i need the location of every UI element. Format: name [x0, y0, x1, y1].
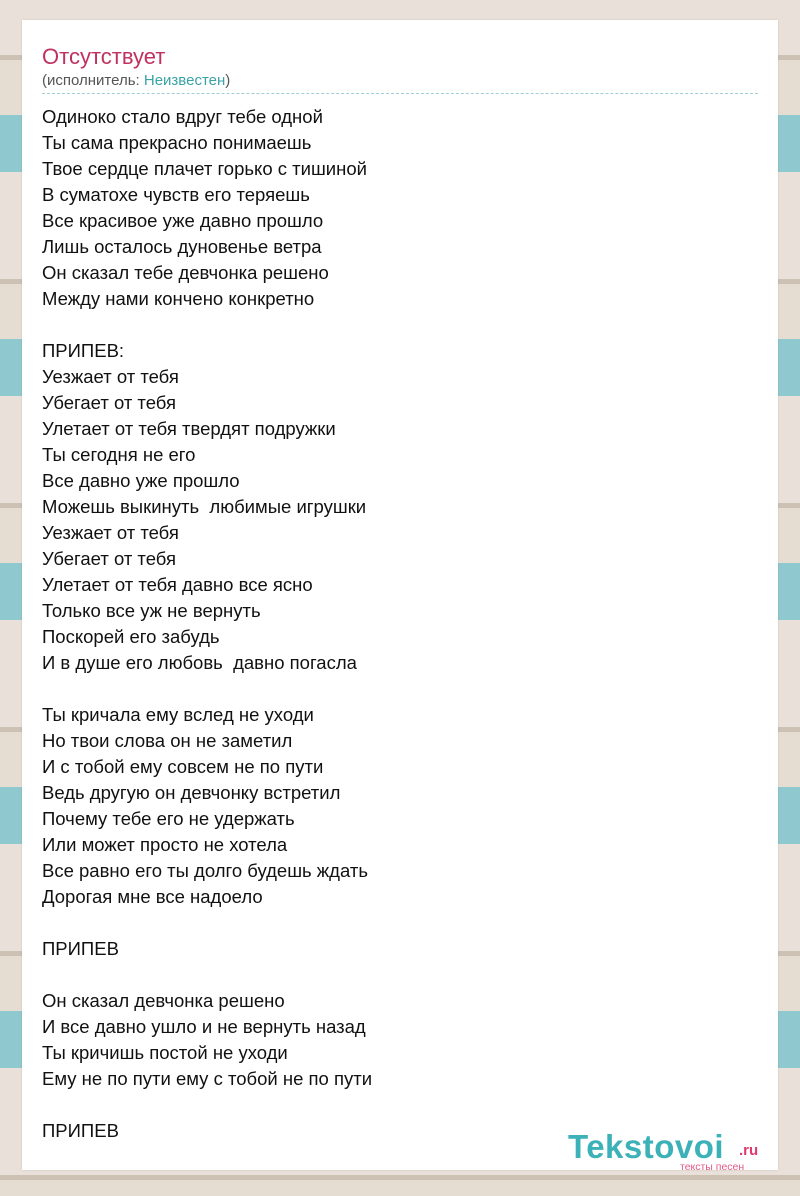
lyric-line: Он сказал тебе девчонка решено	[42, 262, 329, 283]
lyric-line: Убегает от тебя	[42, 392, 176, 413]
blank-line	[42, 676, 758, 702]
lyric-line: Ты кричала ему вслед не уходи	[42, 704, 314, 725]
lyric-line: Уезжает от тебя	[42, 366, 179, 387]
artist-link[interactable]: Неизвестен	[143, 72, 226, 89]
artist-prefix: (исполнитель:	[42, 72, 144, 89]
lyric-line: Уезжает от тебя	[42, 522, 179, 543]
lyric-line: Улетает от тебя твердят подружки	[42, 418, 336, 439]
site-logo[interactable]	[568, 1128, 778, 1178]
blank-line	[42, 962, 758, 988]
lyric-line: Все давно уже прошло	[42, 470, 240, 491]
lyric-line: В суматохе чувств его теряешь	[42, 184, 310, 205]
lyric-line: ПРИПЕВ:	[42, 340, 125, 361]
lyric-line: Только все уж не вернуть	[42, 600, 261, 621]
logo-wordmark: Tekstovoi	[568, 1128, 725, 1165]
blank-line	[42, 910, 758, 936]
logo-domain: .ru	[739, 1142, 759, 1159]
lyrics-body	[42, 104, 758, 1144]
lyric-line: ПРИПЕВ	[42, 1120, 119, 1141]
lyric-line: Ты сама прекрасно понимаешь	[42, 132, 312, 153]
lyric-line: И в душе его любовь давно погасла	[42, 652, 357, 673]
artist-suffix: )	[225, 72, 231, 89]
lyric-line: Дорогая мне все надоело	[42, 886, 263, 907]
lyric-line: Одиноко стало вдруг тебе одной	[42, 106, 323, 127]
lyric-line: Ведь другую он девчонку встретил	[42, 782, 341, 803]
lyric-line: ПРИПЕВ	[42, 938, 119, 959]
title-divider	[42, 93, 758, 94]
lyric-line: Ты сегодня не его	[42, 444, 196, 465]
song-title: Отсутствует	[42, 44, 166, 69]
logo-subtitle: тексты песен	[680, 1161, 745, 1173]
lyric-line: И с тобой ему совсем не по пути	[42, 756, 324, 777]
lyrics-card	[22, 20, 778, 1173]
blank-line	[42, 1092, 758, 1118]
lyric-line: Ему не по пути ему с тобой не по пути	[42, 1068, 373, 1089]
lyric-line: Он сказал девчонка решено	[42, 990, 285, 1011]
lyric-line: Все красивое уже давно прошло	[42, 210, 324, 231]
blank-line	[42, 312, 758, 338]
lyric-line: Убегает от тебя	[42, 548, 176, 569]
lyric-line: И все давно ушло и не вернуть назад	[42, 1016, 366, 1037]
lyric-line: Можешь выкинуть любимые игрушки	[42, 496, 367, 517]
lyric-line: Улетает от тебя давно все ясно	[42, 574, 313, 595]
lyric-line: Ты кричишь постой не уходи	[42, 1042, 288, 1063]
lyric-line: Поскорей его забудь	[42, 626, 220, 647]
lyric-line: Твое сердце плачет горько с тишиной	[42, 158, 367, 179]
lyric-line: Почему тебе его не удержать	[42, 808, 295, 829]
lyric-line: Лишь осталось дуновенье ветра	[42, 236, 322, 257]
artist-line	[42, 72, 230, 90]
lyric-line: Все равно его ты долго будешь ждать	[42, 860, 368, 881]
lyric-line: Между нами кончено конкретно	[42, 288, 315, 309]
lyric-line: Но твои слова он не заметил	[42, 730, 293, 751]
lyric-line: Или может просто не хотела	[42, 834, 288, 855]
